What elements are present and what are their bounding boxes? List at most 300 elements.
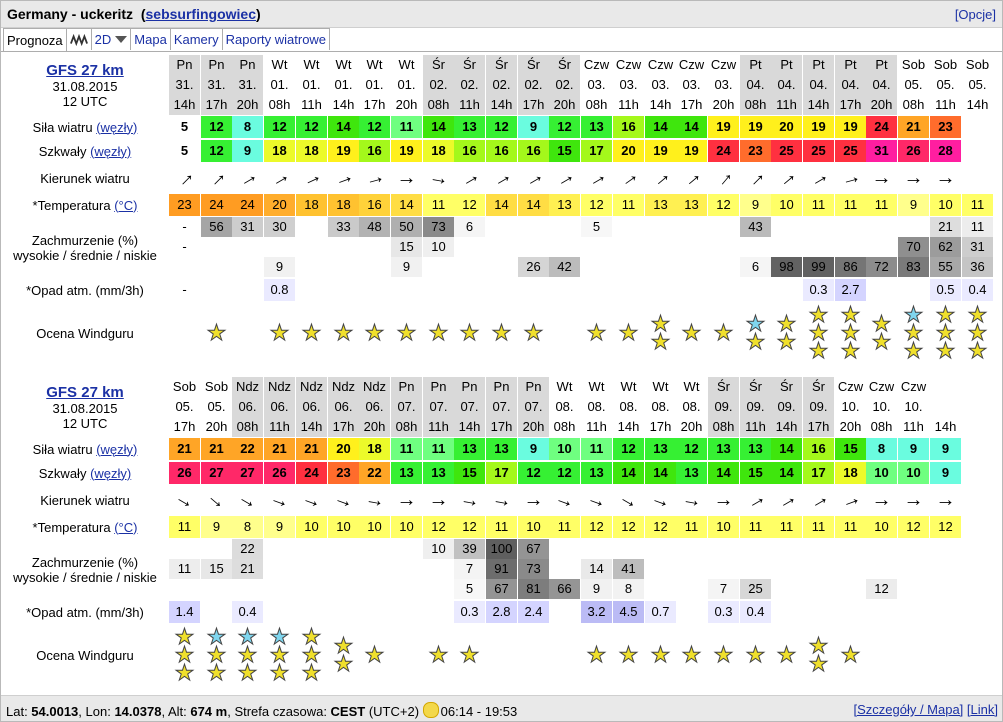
rating-stars	[708, 301, 739, 365]
hour-cell: 11h	[898, 417, 929, 437]
temperature-cell: 11	[676, 516, 707, 538]
temperature-cell: 14	[486, 194, 517, 216]
tab-kamery[interactable]	[170, 28, 223, 50]
wind-speed-cell: 14	[676, 116, 707, 138]
star-icon: ★	[681, 320, 702, 345]
day-cell: Pn	[232, 55, 263, 75]
options-link-text[interactable]: [Opcje]	[954, 7, 996, 22]
wind-arrow-icon: →	[871, 489, 892, 511]
gust-cell: 24	[296, 462, 327, 484]
spot-title: Germany - uckeritz (sebsurfingowiec)	[7, 6, 261, 22]
cloud-cell: 86	[835, 257, 866, 277]
wind-speed-cell: 21	[898, 116, 929, 138]
hour-cell: 17h	[359, 95, 390, 115]
star-icon: ★	[713, 642, 734, 667]
star-icon: ★	[808, 302, 829, 327]
cloud-cell: 56	[201, 217, 232, 237]
model-link[interactable]: GFS 27 km	[46, 61, 124, 79]
star-icon: ★	[776, 642, 797, 667]
cloud-cell: 10	[423, 237, 454, 257]
precip-label: *Opad atm. (mm/3h)	[26, 282, 144, 298]
temperature-cell: 11	[613, 194, 644, 216]
date-cell: 10.	[898, 397, 929, 417]
date-cell	[930, 397, 961, 417]
rating-stars	[201, 623, 232, 687]
wind-speed-cell: 20	[328, 438, 359, 460]
day-cell: Wt	[391, 55, 422, 75]
temperature-cell: 11	[835, 194, 866, 216]
wind-speed-cell: 23	[930, 116, 961, 138]
precip-cell: 0.4	[740, 601, 771, 623]
temperature-cell: 12	[898, 516, 929, 538]
run-utc: 12 UTC	[62, 415, 108, 431]
wind-arrow-icon: →	[298, 486, 325, 514]
wind-arrow-icon: →	[837, 486, 864, 514]
rating-stars	[581, 301, 612, 365]
cloud-cell: 72	[866, 257, 897, 277]
user-link[interactable]: sebsurfingowiec	[145, 6, 256, 22]
tz-offset: (UTC+2)	[365, 704, 423, 719]
rating-stars	[835, 301, 866, 365]
wind-speed-cell: 21	[296, 438, 327, 460]
rating-stars	[264, 623, 295, 687]
star-icon: ★	[935, 320, 956, 345]
day-cell: Wt	[581, 377, 612, 397]
wind-arrow-icon: →	[426, 165, 451, 191]
temperature-cell: 12	[423, 516, 454, 538]
day-cell: Ndz	[328, 377, 359, 397]
gust-cell: 25	[771, 140, 802, 162]
rating-stars	[708, 623, 739, 687]
gust-cell: 12	[549, 462, 580, 484]
rating-stars	[898, 301, 929, 365]
hour-cell: 14h	[454, 417, 485, 437]
star-icon: ★	[269, 320, 290, 345]
star-icon: ★	[903, 338, 924, 363]
gust-cell: 13	[676, 462, 707, 484]
wind-speed-cell: 12	[676, 438, 707, 460]
hour-cell: 11h	[771, 95, 802, 115]
temperature-cell: 9	[264, 516, 295, 538]
wind-arrow-icon: →	[903, 489, 924, 511]
hour-cell: 14h	[803, 95, 834, 115]
rating-stars	[676, 301, 707, 365]
rating-label: Ocena Windguru	[36, 647, 134, 663]
wind-arrow-icon: →	[741, 485, 770, 515]
day-cell: Pt	[771, 55, 802, 75]
gust-cell: 14	[613, 462, 644, 484]
date-cell: 04.	[740, 75, 771, 95]
wind-speed-cell: 12	[264, 116, 295, 138]
hour-cell: 11h	[930, 95, 961, 115]
temperature-cell: 23	[169, 194, 200, 216]
temp-unit-link[interactable]: (°C)	[114, 197, 138, 213]
temperature-cell: 11	[549, 516, 580, 538]
gust-cell: 26	[898, 140, 929, 162]
gust-cell: 18	[264, 140, 295, 162]
day-cell: Ndz	[359, 377, 390, 397]
rating-stars	[328, 623, 359, 687]
wind-arrow-icon: →	[233, 485, 262, 515]
hour-cell: 08h	[740, 95, 771, 115]
sun-icon	[423, 702, 439, 718]
temperature-cell: 10	[771, 194, 802, 216]
temperature-cell: 11	[803, 516, 834, 538]
date-cell: 01.	[391, 75, 422, 95]
hour-cell: 17h	[645, 417, 676, 437]
hour-cell: 14h	[486, 95, 517, 115]
star-icon: ★	[903, 302, 924, 327]
cloud-cell: 10	[423, 539, 454, 559]
wind-speed-cell: 9	[518, 116, 549, 138]
star-icon: ★	[840, 642, 861, 667]
cloud-cell: 67	[518, 539, 549, 559]
cloud-cell: 22	[232, 539, 263, 559]
rating-stars	[740, 301, 771, 365]
gust-cell: 13	[581, 462, 612, 484]
gust-cell: 10	[898, 462, 929, 484]
star-icon: ★	[523, 320, 544, 345]
star-icon: ★	[206, 624, 227, 649]
wind-arrow-icon: →	[361, 164, 388, 192]
hour-cell: 08h	[581, 95, 612, 115]
graph-icon	[70, 33, 88, 47]
cloud-cell: 30	[264, 217, 295, 237]
day-cell: Pn	[454, 377, 485, 397]
temperature-cell: 8	[232, 516, 263, 538]
wind-speed-cell: 13	[581, 116, 612, 138]
temperature-cell: 11	[423, 194, 454, 216]
rating-stars	[518, 623, 549, 687]
day-cell: Pn	[518, 377, 549, 397]
date-cell: 05.	[201, 397, 232, 417]
day-cell: Śr	[549, 55, 580, 75]
day-cell: Czw	[676, 55, 707, 75]
day-cell: Wt	[676, 377, 707, 397]
day-cell: Czw	[835, 377, 866, 397]
tab-graph[interactable]	[66, 28, 92, 50]
cloud-cell: 67	[486, 579, 517, 599]
wind-speed-cell: 20	[771, 116, 802, 138]
cloud-cell: 73	[423, 217, 454, 237]
hour-cell: 11h	[296, 95, 327, 115]
gust-cell: 12	[201, 140, 232, 162]
temperature-cell: 18	[328, 194, 359, 216]
rating-stars	[423, 623, 454, 687]
gust-label: Szkwały (węzły)	[38, 465, 132, 481]
day-cell: Śr	[486, 55, 517, 75]
temperature-cell: 11	[486, 516, 517, 538]
gust-cell: 17	[803, 462, 834, 484]
star-icon: ★	[269, 642, 290, 667]
temp-unit-link[interactable]: (°C)	[114, 519, 138, 535]
wind-arrow-icon: →	[740, 163, 771, 193]
wind-speed-cell: 21	[201, 438, 232, 460]
day-cell: Pn	[423, 377, 454, 397]
wind-arrow-icon: →	[396, 167, 417, 189]
rating-stars	[296, 301, 327, 365]
cloud-cell: 26	[518, 257, 549, 277]
date-cell: 02.	[454, 75, 485, 95]
temperature-cell: 12	[613, 516, 644, 538]
wind-arrow-icon: →	[266, 486, 293, 514]
cloud-cell: 9	[581, 579, 612, 599]
rating-stars	[645, 301, 676, 365]
tab-prognoza[interactable]	[3, 28, 67, 52]
temperature-cell: 10	[518, 516, 549, 538]
wind-speed-cell: 14	[645, 116, 676, 138]
star-icon: ★	[745, 311, 766, 336]
date-cell: 08.	[549, 397, 580, 417]
wind-arrow-icon: →	[330, 164, 357, 192]
date-cell: 05.	[898, 75, 929, 95]
wind-arrow-icon: →	[837, 164, 864, 192]
wind-speed-cell: 19	[708, 116, 739, 138]
precip-cell: 0.3	[454, 601, 485, 623]
day-cell	[930, 377, 961, 397]
wind-speed-cell: 11	[391, 438, 422, 460]
cloud-cell: 8	[613, 579, 644, 599]
star-icon: ★	[237, 660, 258, 685]
cloud-cell: 21	[232, 559, 263, 579]
cloud-cell: 91	[486, 559, 517, 579]
star-icon: ★	[301, 320, 322, 345]
hour-cell: 20h	[201, 417, 232, 437]
star-icon: ★	[871, 329, 892, 354]
day-cell: Śr	[771, 377, 802, 397]
day-cell: Ndz	[264, 377, 295, 397]
units-link[interactable]: (węzły)	[90, 143, 132, 159]
wind-arrow-icon: →	[428, 489, 449, 511]
precip-cell: 4.5	[613, 601, 644, 623]
run-date: 31.08.2015	[52, 78, 118, 94]
gust-cell: 25	[835, 140, 866, 162]
wind-speed-label: Siła wiatru (węzły)	[32, 119, 138, 135]
star-icon: ★	[776, 329, 797, 354]
gust-cell: 19	[676, 140, 707, 162]
temperature-cell: 10	[391, 516, 422, 538]
hour-cell: 08h	[232, 417, 263, 437]
gust-cell: 22	[359, 462, 390, 484]
day-cell: Sob	[169, 377, 200, 397]
cloud-cell: 12	[866, 579, 897, 599]
wind-arrow-icon: →	[679, 487, 704, 513]
rating-stars	[264, 301, 295, 365]
temperature-cell: 16	[359, 194, 390, 216]
star-icon: ★	[808, 320, 829, 345]
chevron-down-icon[interactable]	[115, 36, 127, 43]
star-icon: ★	[745, 329, 766, 354]
wind-arrow-icon: →	[265, 163, 294, 193]
date-cell: 05.	[930, 75, 961, 95]
permalink-link[interactable]: [Link]	[966, 702, 998, 717]
cloud-cell: 5	[454, 579, 485, 599]
star-icon: ★	[808, 338, 829, 363]
precip-cell: 0.3	[708, 601, 739, 623]
rating-stars	[930, 623, 961, 687]
wind-arrow-icon: →	[170, 485, 199, 515]
cloud-cell: 15	[201, 559, 232, 579]
wind-arrow-icon: →	[396, 489, 417, 511]
precip-cell: 2.4	[518, 601, 549, 623]
star-icon: ★	[428, 642, 449, 667]
star-icon: ★	[650, 329, 671, 354]
date-cell: 10.	[866, 397, 897, 417]
wind-speed-cell: 14	[423, 116, 454, 138]
hour-cell: 08h	[708, 417, 739, 437]
gust-cell: 24	[708, 140, 739, 162]
star-icon: ★	[586, 642, 607, 667]
star-icon: ★	[174, 624, 195, 649]
options-link[interactable]	[955, 7, 996, 22]
wind-arrow-icon: →	[614, 485, 643, 515]
tab-bar	[3, 28, 329, 52]
gust-cell: 15	[454, 462, 485, 484]
wind-arrow-icon: →	[455, 163, 484, 193]
cloud-cell: -	[169, 217, 200, 237]
gust-cell: 10	[866, 462, 897, 484]
star-icon: ★	[364, 642, 385, 667]
wind-speed-cell: 8	[866, 438, 897, 460]
hour-cell: 20h	[359, 417, 390, 437]
units-link[interactable]: (węzły)	[96, 441, 138, 457]
temperature-cell: 13	[645, 194, 676, 216]
date-cell: 08.	[676, 397, 707, 417]
temperature-cell: 10	[328, 516, 359, 538]
cloud-cell: 73	[518, 559, 549, 579]
date-cell: 07.	[391, 397, 422, 417]
hour-cell: 14h	[645, 95, 676, 115]
wind-speed-cell: 11	[581, 438, 612, 460]
wind-arrow-icon: →	[201, 163, 232, 193]
temperature-cell: 14	[518, 194, 549, 216]
day-cell: Wt	[549, 377, 580, 397]
gust-cell: 16	[518, 140, 549, 162]
temperature-cell: 11	[169, 516, 200, 538]
model-header	[2, 55, 168, 115]
hour-cell: 14h	[169, 95, 200, 115]
gust-label: Szkwały (węzły)	[38, 143, 132, 159]
star-icon: ★	[174, 660, 195, 685]
star-icon: ★	[269, 624, 290, 649]
temperature-cell: 10	[359, 516, 390, 538]
wind-arrow-icon: →	[713, 489, 734, 511]
date-cell: 08.	[645, 397, 676, 417]
wind-arrow-icon: →	[169, 163, 200, 193]
precip-cell: 0.4	[962, 279, 993, 301]
star-icon: ★	[333, 320, 354, 345]
day-cell: Śr	[708, 377, 739, 397]
star-icon: ★	[174, 642, 195, 667]
date-cell: 03.	[645, 75, 676, 95]
tab-raporty[interactable]	[222, 28, 330, 50]
gust-cell: 14	[771, 462, 802, 484]
date-cell: 06.	[232, 397, 263, 417]
temperature-cell: 9	[201, 516, 232, 538]
hour-cell: 11h	[581, 417, 612, 437]
rating-stars	[296, 623, 327, 687]
rating-stars	[391, 623, 422, 687]
gust-cell: 16	[486, 140, 517, 162]
rating-stars	[423, 301, 454, 365]
day-cell: Pn	[201, 55, 232, 75]
gust-cell: 19	[645, 140, 676, 162]
temperature-cell: 9	[898, 194, 929, 216]
gust-cell: 16	[359, 140, 390, 162]
wind-arrow-icon: →	[201, 485, 232, 515]
temperature-cell: 11	[866, 194, 897, 216]
hour-cell: 17h	[803, 417, 834, 437]
wind-arrow-icon: →	[582, 163, 611, 193]
wind-arrow-icon: →	[550, 163, 579, 193]
temperature-label: *Temperatura (°C)	[32, 197, 138, 213]
date-cell: 03.	[676, 75, 707, 95]
rating-stars	[549, 623, 580, 687]
tab-mapa[interactable]	[130, 28, 171, 50]
star-icon: ★	[713, 320, 734, 345]
temperature-cell: 20	[264, 194, 295, 216]
tab-2d-label: 2D	[94, 31, 112, 47]
run-date: 31.08.2015	[52, 400, 118, 416]
date-cell: 04.	[866, 75, 897, 95]
wind-speed-cell: 13	[486, 438, 517, 460]
model-link[interactable]: GFS 27 km	[46, 383, 124, 401]
cloud-cell: 6	[740, 257, 771, 277]
units-link[interactable]: (węzły)	[90, 465, 132, 481]
wind-speed-cell: 21	[169, 438, 200, 460]
date-cell: 01.	[328, 75, 359, 95]
star-icon: ★	[428, 320, 449, 345]
cloud-cell: 62	[930, 237, 961, 257]
tab-2d[interactable]	[91, 28, 132, 50]
day-cell: Śr	[518, 55, 549, 75]
day-cell: Czw	[708, 55, 739, 75]
cloud-cell: 5	[581, 217, 612, 237]
temperature-cell: 11	[771, 516, 802, 538]
star-icon: ★	[459, 320, 480, 345]
lat-label: Lat:	[6, 704, 32, 719]
wind-arrow-icon: →	[233, 163, 262, 193]
details-map-link[interactable]: [Szczegóły / Mapa]	[853, 702, 964, 717]
star-icon: ★	[206, 320, 227, 345]
date-cell: 04.	[835, 75, 866, 95]
wind-direction-label: Kierunek wiatru	[40, 170, 130, 186]
date-cell: 05.	[169, 397, 200, 417]
units-link[interactable]: (węzły)	[96, 119, 138, 135]
star-icon: ★	[618, 320, 639, 345]
temperature-cell: 18	[296, 194, 327, 216]
rating-label: Ocena Windguru	[36, 325, 134, 341]
hour-cell: 11h	[423, 417, 454, 437]
rating-stars	[962, 301, 993, 365]
cloud-cell: 48	[359, 217, 390, 237]
temperature-cell: 11	[835, 516, 866, 538]
rating-stars	[518, 301, 549, 365]
gust-cell: 17	[581, 140, 612, 162]
wind-speed-cell: 12	[296, 116, 327, 138]
cloud-cell: 7	[708, 579, 739, 599]
gust-cell: 18	[296, 140, 327, 162]
wind-arrow-icon: →	[804, 485, 833, 515]
temperature-cell: 11	[740, 516, 771, 538]
hour-cell: 14h	[771, 417, 802, 437]
day-cell: Pt	[803, 55, 834, 75]
hour-cell: 08h	[264, 95, 295, 115]
star-icon: ★	[840, 320, 861, 345]
date-cell: 08.	[581, 397, 612, 417]
wind-arrow-icon: →	[647, 486, 674, 514]
hour-cell: 20h	[866, 95, 897, 115]
